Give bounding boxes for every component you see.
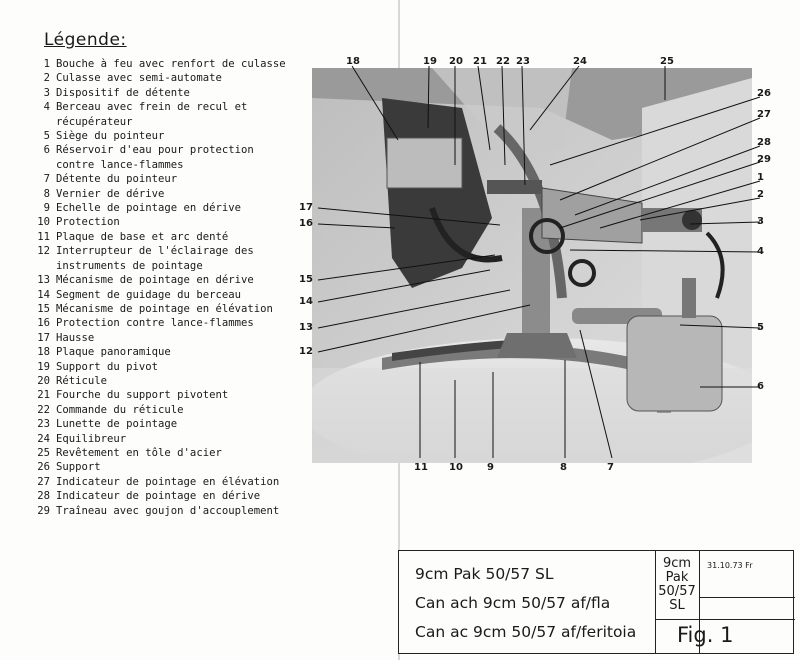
legend-item-number: 15 bbox=[37, 302, 50, 315]
legend-item bbox=[30, 345, 290, 359]
legend-item-number: 10 bbox=[37, 216, 50, 229]
callout-23: 23 bbox=[516, 56, 530, 67]
legend-item-number: 7 bbox=[43, 173, 50, 186]
legend-item-text: Réticule bbox=[56, 374, 108, 387]
callout-17: 17 bbox=[299, 202, 313, 213]
legend-item-text: Indicateur de pointage en élévation bbox=[56, 475, 280, 488]
callout-8: 8 bbox=[560, 462, 567, 473]
callout-13: 13 bbox=[299, 322, 313, 333]
gun-photograph bbox=[312, 68, 752, 463]
revision-date: 31.10.73 Fr bbox=[707, 561, 753, 570]
legend-item bbox=[30, 460, 290, 474]
callout-22: 22 bbox=[496, 56, 510, 67]
legend-list bbox=[30, 57, 290, 518]
legend-item-text: Hausse bbox=[56, 331, 95, 344]
legend-item bbox=[30, 475, 290, 489]
legend-item-number: 16 bbox=[37, 317, 50, 330]
callout-3: 3 bbox=[757, 216, 764, 227]
legend-item-number: 3 bbox=[43, 86, 50, 99]
legend-item-text: Commande du réticule bbox=[56, 403, 184, 416]
callout-25: 25 bbox=[660, 56, 674, 67]
callout-15: 15 bbox=[299, 274, 313, 285]
legend-item-number: 24 bbox=[37, 432, 50, 445]
legend-item bbox=[30, 215, 290, 229]
callout-28: 28 bbox=[757, 137, 771, 148]
legend-item bbox=[30, 504, 290, 518]
legend-item-text: Dispositif de détente bbox=[56, 86, 190, 99]
legend-item bbox=[30, 331, 290, 345]
legend-item-number: 14 bbox=[37, 288, 50, 301]
legend-item bbox=[30, 432, 290, 446]
legend-item bbox=[30, 288, 290, 302]
legend-item-number: 28 bbox=[37, 490, 50, 503]
callout-26: 26 bbox=[757, 88, 771, 99]
legend-item-number: 18 bbox=[37, 346, 50, 359]
callout-20: 20 bbox=[449, 56, 463, 67]
callout-29: 29 bbox=[757, 154, 771, 165]
title-line-3: Can ac 9cm 50/57 af/feritoia bbox=[415, 623, 637, 641]
callout-12: 12 bbox=[299, 346, 313, 357]
legend-title: Légende: bbox=[44, 30, 127, 50]
callout-10: 10 bbox=[449, 462, 463, 473]
callout-18: 18 bbox=[346, 56, 360, 67]
legend-item bbox=[30, 446, 290, 460]
legend-item-text: Plaque panoramique bbox=[56, 346, 171, 359]
legend-item bbox=[30, 143, 290, 172]
legend-item-text: Equilibreur bbox=[56, 432, 127, 445]
legend-item-text: Vernier de dérive bbox=[56, 187, 165, 200]
legend-item-number: 6 bbox=[43, 144, 50, 157]
legend-item-text: Réservoir d'eau pour protection contre lance-flammes bbox=[56, 144, 254, 171]
legend-item-number: 4 bbox=[43, 101, 50, 114]
legend-item-number: 17 bbox=[37, 331, 50, 344]
callout-4: 4 bbox=[757, 246, 764, 257]
legend-item-number: 9 bbox=[43, 202, 50, 215]
legend-item bbox=[30, 201, 290, 215]
callout-27: 27 bbox=[757, 109, 771, 120]
legend-item-number: 25 bbox=[37, 446, 50, 459]
legend-item bbox=[30, 244, 290, 273]
legend-item-text: Lunette de pointage bbox=[56, 418, 178, 431]
legend-item bbox=[30, 388, 290, 402]
short-designation bbox=[655, 557, 699, 613]
title-block bbox=[398, 550, 794, 654]
legend-item-text: Indicateur de pointage en dérive bbox=[56, 490, 261, 503]
callout-14: 14 bbox=[299, 296, 313, 307]
legend-item-number: 13 bbox=[37, 274, 50, 287]
legend-item-number: 29 bbox=[37, 504, 50, 517]
legend-item-number: 26 bbox=[37, 461, 50, 474]
legend-item-number: 2 bbox=[43, 72, 50, 85]
legend-item-text: Segment de guidage du berceau bbox=[56, 288, 241, 301]
legend-item-text: Traîneau avec goujon d'accouplement bbox=[56, 504, 280, 517]
legend-item-text: Support du pivot bbox=[56, 360, 159, 373]
legend-item bbox=[30, 71, 290, 85]
short-line-1: 9cm bbox=[662, 556, 692, 571]
legend-item bbox=[30, 86, 290, 100]
legend-item-number: 22 bbox=[37, 403, 50, 416]
legend-item bbox=[30, 316, 290, 330]
legend-item-text: Siège du pointeur bbox=[56, 130, 165, 143]
legend-item-number: 5 bbox=[43, 130, 50, 143]
short-line-3: 50/57 bbox=[658, 584, 696, 599]
legend-item-number: 21 bbox=[37, 389, 50, 402]
callout-7: 7 bbox=[607, 462, 614, 473]
legend-item-number: 12 bbox=[37, 245, 50, 258]
callout-21: 21 bbox=[473, 56, 487, 67]
legend-item-text: Détente du pointeur bbox=[56, 173, 178, 186]
short-line-2: Pak bbox=[665, 570, 689, 585]
legend-item bbox=[30, 100, 290, 129]
legend-item-text: Revêtement en tôle d'acier bbox=[56, 446, 222, 459]
legend-item-number: 27 bbox=[37, 475, 50, 488]
legend-item-text: Fourche du support pivotent bbox=[56, 389, 229, 402]
callout-24: 24 bbox=[573, 56, 587, 67]
legend-item-text: Echelle de pointage en dérive bbox=[56, 202, 241, 215]
legend-item-number: 20 bbox=[37, 374, 50, 387]
legend-item bbox=[30, 273, 290, 287]
legend-item bbox=[30, 57, 290, 71]
callout-5: 5 bbox=[757, 322, 764, 333]
legend-item bbox=[30, 187, 290, 201]
legend-item bbox=[30, 302, 290, 316]
callout-9: 9 bbox=[487, 462, 494, 473]
legend-item-number: 23 bbox=[37, 418, 50, 431]
title-line-2: Can ach 9cm 50/57 af/fla bbox=[415, 594, 611, 612]
legend-item-text: Interrupteur de l'éclairage des instruments de pointage bbox=[56, 245, 254, 272]
callout-11: 11 bbox=[414, 462, 428, 473]
callout-2: 2 bbox=[757, 189, 764, 200]
legend-item-text: Plaque de base et arc denté bbox=[56, 230, 229, 243]
legend-item-text: Mécanisme de pointage en dérive bbox=[56, 274, 254, 287]
title-line-1: 9cm Pak 50/57 SL bbox=[415, 565, 554, 583]
legend-item-number: 8 bbox=[43, 187, 50, 200]
legend-item-text: Support bbox=[56, 461, 101, 474]
legend-item bbox=[30, 374, 290, 388]
legend-item bbox=[30, 129, 290, 143]
legend-item bbox=[30, 360, 290, 374]
legend-item bbox=[30, 403, 290, 417]
legend-item-number: 1 bbox=[43, 58, 50, 70]
legend-item bbox=[30, 489, 290, 503]
legend-item-text: Protection bbox=[56, 216, 120, 229]
legend-item-text: Mécanisme de pointage en élévation bbox=[56, 302, 273, 315]
legend-item-text: Culasse avec semi-automate bbox=[56, 72, 222, 85]
legend-item-number: 11 bbox=[37, 230, 50, 243]
short-line-4: SL bbox=[669, 598, 685, 613]
legend-item bbox=[30, 417, 290, 431]
legend-item-text: Protection contre lance-flammes bbox=[56, 317, 254, 330]
callout-19: 19 bbox=[423, 56, 437, 67]
callout-1: 1 bbox=[757, 172, 764, 183]
legend-item-number: 19 bbox=[37, 360, 50, 373]
legend-item-text: Berceau avec frein de recul et récupérateur bbox=[56, 101, 248, 128]
callout-6: 6 bbox=[757, 381, 764, 392]
legend-item-text: Bouche à feu avec renfort de culasse bbox=[56, 58, 286, 70]
legend-item bbox=[30, 172, 290, 186]
figure-number: Fig. 1 bbox=[677, 623, 734, 647]
callout-16: 16 bbox=[299, 218, 313, 229]
legend-item bbox=[30, 230, 290, 244]
